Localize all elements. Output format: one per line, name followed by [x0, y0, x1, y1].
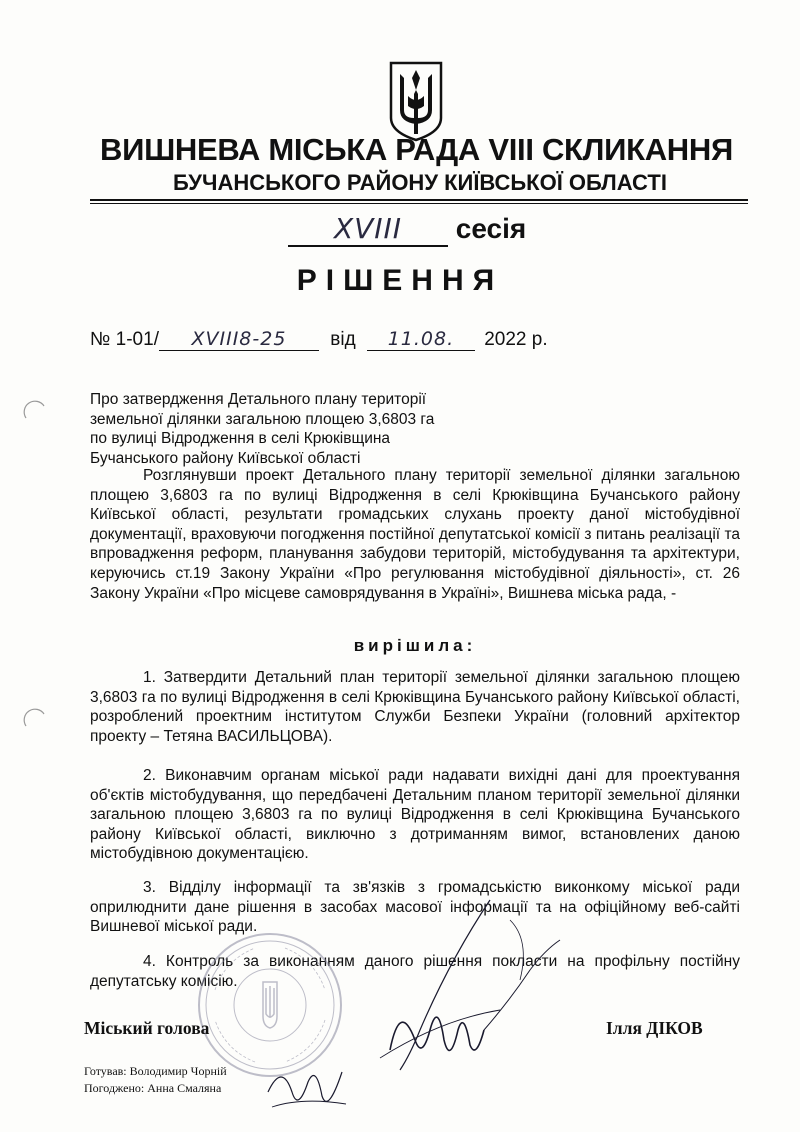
date-prefix: від	[330, 329, 356, 350]
council-heading: ВИШНЕВА МІСЬКА РАДА VIII СКЛИКАННЯ	[100, 132, 733, 167]
session-line	[288, 212, 526, 247]
header-rule	[90, 199, 748, 201]
approval-signature	[262, 1052, 352, 1122]
decision-item: 2. Виконавчим органам міської ради надавати вихідні дані для проектування об'єктів містобудування, що передбачені Детальним планом території земельної ділянки загальною площею 3,6803 га по вулиці Відродження в селі Крюківщина Бучанського району Київської області, виключно з дотриманням вимог, встановлених даною містобудівною документацією.	[90, 767, 740, 863]
decision-item: 1. Затвердити Детальний план території земельної ділянки загальною площею 3,6803 га по вулиці Відродження в селі Крюківщина Бучанського району Київської області, розроблений проектним інститутом Служби Безпеки України (головний архітектор проекту – Тетяна ВАСИЛЬЦОВА).	[90, 669, 740, 745]
header-rule	[90, 203, 748, 204]
decision-number: XVIII8-25	[159, 328, 319, 351]
punch-mark	[22, 706, 48, 732]
subject-line: по вулиці Відродження в селі Крюківщина	[90, 430, 391, 448]
decision-subject	[90, 390, 510, 468]
decision-number-prefix: № 1-01/	[90, 329, 159, 350]
decision-item: 3. Відділу інформації та зв'язків з громадськістю виконкому міської ради оприлюднити дане рішення в засобах масової інформації та на офіційному веб-сайті Вишневої міської ради.	[90, 879, 740, 936]
trident-emblem-icon	[388, 60, 444, 142]
preamble-paragraph: Розглянувши проект Детального плану території земельної ділянки загальною площею 3,6803 га по вулиці Відродження в селі Крюківщина Бучанського району Київської області, результати громадських слухань проекту даної містобудівної документації, враховуючи погодження постійної депутатської комісії з питань реалізації та впровадження реформ, планування забудови територій, містобудування та архітектури, керуючись ст.19 Закону України «Про регулювання містобудівної діяльності», ст. 26 Закону України «Про місцеве самоврядування в Україні», Вишнева міська рада, -	[90, 467, 740, 602]
subject-line: Бучанського району Київської області	[90, 449, 361, 467]
agreed-by: Погоджено: Анна Смаляна	[84, 1081, 222, 1095]
decided-heading: вирішила:	[353, 636, 477, 655]
punch-mark	[22, 398, 48, 424]
session-number: XVIII	[288, 212, 448, 247]
decision-item: 4. Контроль за виконанням даного рішення покласти на профільну постійну депутатську комісію.	[90, 953, 740, 990]
subject-line: Про затвердження Детального плану території	[90, 391, 427, 408]
document-title: РІШЕННЯ	[296, 264, 504, 297]
signatory-name: Ілля ДІКОВ	[606, 1018, 703, 1038]
decision-year: 2022 р.	[484, 329, 548, 350]
prepared-by: Готував: Володимир Чорній	[84, 1064, 227, 1078]
handwritten-signature	[360, 880, 590, 1080]
session-label: сесія	[455, 213, 527, 244]
decision-date: 11.08.	[367, 328, 475, 351]
subject-line: земельної ділянки загальною площею 3,6803 га	[90, 410, 435, 428]
signatory-position: Міський голова	[84, 1018, 210, 1038]
district-heading: БУЧАНСЬКОГО РАЙОНУ КИЇВСЬКОЇ ОБЛАСТІ	[173, 170, 667, 195]
decision-number-line	[90, 328, 548, 351]
